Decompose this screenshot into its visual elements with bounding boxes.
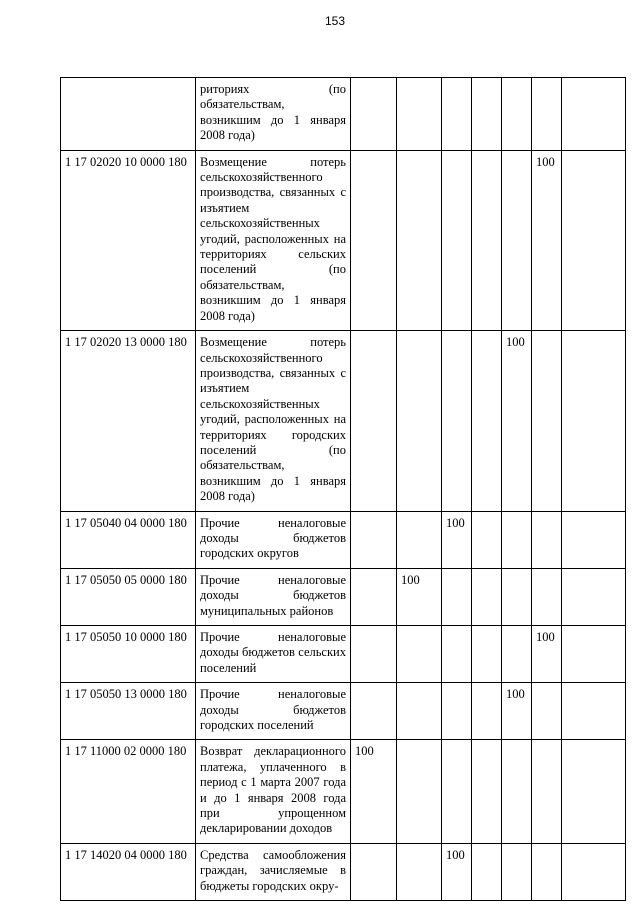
- budget-code-cell: 1 17 05050 13 0000 180: [61, 683, 196, 740]
- budget-code-cell: 1 17 05050 05 0000 180: [61, 568, 196, 625]
- norm-value-cell: [562, 78, 626, 151]
- description-cell: Возмещение потерь сельскохозяйственного производства, связанных с изъятием сельскохозяйственных угодий, расположенных на территориях сельских поселений (по обязательствам, возникшим до 1 января 2008 года): [196, 150, 351, 330]
- norm-value-cell: [472, 843, 502, 900]
- norm-value-cell: 100: [502, 683, 532, 740]
- table-row: [61, 331, 626, 511]
- norm-value-cell: [472, 331, 502, 511]
- norm-value-cell: [397, 78, 442, 151]
- norm-value-cell: [502, 78, 532, 151]
- norm-value-cell: [397, 740, 442, 843]
- budget-code-cell: 1 17 14020 04 0000 180: [61, 843, 196, 900]
- budget-code-cell: 1 17 11000 02 0000 180: [61, 740, 196, 843]
- budget-classification-table: [60, 77, 626, 901]
- budget-code-cell: 1 17 05040 04 0000 180: [61, 511, 196, 568]
- description-cell: Возмещение потерь сельскохозяйственного производства, связанных с изъятием сельскохозяйственных угодий, расположенных на территориях городских поселений (по обязательствам, возникшим до 1 января 2008 года): [196, 331, 351, 511]
- norm-value-cell: [562, 626, 626, 683]
- norm-value-cell: [351, 331, 397, 511]
- table-body: [61, 78, 626, 901]
- budget-code-cell: [61, 78, 196, 151]
- norm-value-cell: [562, 150, 626, 330]
- page-number: 153: [324, 14, 346, 28]
- norm-value-cell: [532, 740, 562, 843]
- description-cell: Прочие неналоговые доходы бюджетов городских поселений: [196, 683, 351, 740]
- norm-value-cell: [397, 626, 442, 683]
- norm-value-cell: 100: [442, 511, 472, 568]
- table-row: [61, 740, 626, 843]
- norm-value-cell: 100: [397, 568, 442, 625]
- norm-value-cell: 100: [502, 331, 532, 511]
- norm-value-cell: [502, 843, 532, 900]
- norm-value-cell: [562, 568, 626, 625]
- table-row: [61, 843, 626, 900]
- table-row: [61, 683, 626, 740]
- norm-value-cell: [442, 78, 472, 151]
- norm-value-cell: 100: [532, 626, 562, 683]
- norm-value-cell: [351, 78, 397, 151]
- budget-code-cell: 1 17 05050 10 0000 180: [61, 626, 196, 683]
- norm-value-cell: [351, 683, 397, 740]
- norm-value-cell: [502, 150, 532, 330]
- norm-value-cell: [532, 683, 562, 740]
- norm-value-cell: [472, 150, 502, 330]
- description-cell: Прочие неналоговые доходы бюджетов сельских поселений: [196, 626, 351, 683]
- norm-value-cell: 100: [351, 740, 397, 843]
- norm-value-cell: [472, 511, 502, 568]
- norm-value-cell: [532, 78, 562, 151]
- norm-value-cell: [502, 626, 532, 683]
- table-row: [61, 150, 626, 330]
- norm-value-cell: [532, 568, 562, 625]
- norm-value-cell: [562, 331, 626, 511]
- norm-value-cell: [397, 150, 442, 330]
- norm-value-cell: [562, 740, 626, 843]
- budget-code-cell: 1 17 02020 10 0000 180: [61, 150, 196, 330]
- norm-value-cell: [442, 150, 472, 330]
- norm-value-cell: [562, 511, 626, 568]
- table-row: [61, 568, 626, 625]
- table-row: [61, 626, 626, 683]
- norm-value-cell: [397, 683, 442, 740]
- budget-code-cell: 1 17 02020 13 0000 180: [61, 331, 196, 511]
- norm-value-cell: [351, 150, 397, 330]
- norm-value-cell: [442, 568, 472, 625]
- norm-value-cell: [562, 843, 626, 900]
- description-cell: Прочие неналоговые доходы бюджетов муниципальных районов: [196, 568, 351, 625]
- norm-value-cell: [351, 626, 397, 683]
- norm-value-cell: [532, 511, 562, 568]
- norm-value-cell: [472, 740, 502, 843]
- norm-value-cell: [532, 331, 562, 511]
- norm-value-cell: [351, 511, 397, 568]
- norm-value-cell: 100: [442, 843, 472, 900]
- norm-value-cell: [442, 683, 472, 740]
- table-row: [61, 78, 626, 151]
- table-row: [61, 511, 626, 568]
- norm-value-cell: [502, 740, 532, 843]
- description-cell: Прочие неналоговые доходы бюджетов городских округов: [196, 511, 351, 568]
- norm-value-cell: [472, 78, 502, 151]
- norm-value-cell: [442, 626, 472, 683]
- norm-value-cell: [472, 568, 502, 625]
- norm-value-cell: [351, 843, 397, 900]
- description-cell: Средства самообложения граждан, зачисляемые в бюджеты городских окру-: [196, 843, 351, 900]
- description-cell: Возврат декларационного платежа, уплаченного в период с 1 марта 2007 года и до 1 января 2008 года при упрощенном декларировании доходов: [196, 740, 351, 843]
- norm-value-cell: [351, 568, 397, 625]
- norm-value-cell: [397, 843, 442, 900]
- norm-value-cell: [562, 683, 626, 740]
- norm-value-cell: [397, 511, 442, 568]
- norm-value-cell: [502, 568, 532, 625]
- norm-value-cell: 100: [532, 150, 562, 330]
- norm-value-cell: [442, 331, 472, 511]
- norm-value-cell: [397, 331, 442, 511]
- norm-value-cell: [442, 740, 472, 843]
- norm-value-cell: [502, 511, 532, 568]
- norm-value-cell: [472, 626, 502, 683]
- norm-value-cell: [532, 843, 562, 900]
- description-cell: риториях (по обязательствам, возникшим до 1 января 2008 года): [196, 78, 351, 151]
- norm-value-cell: [472, 683, 502, 740]
